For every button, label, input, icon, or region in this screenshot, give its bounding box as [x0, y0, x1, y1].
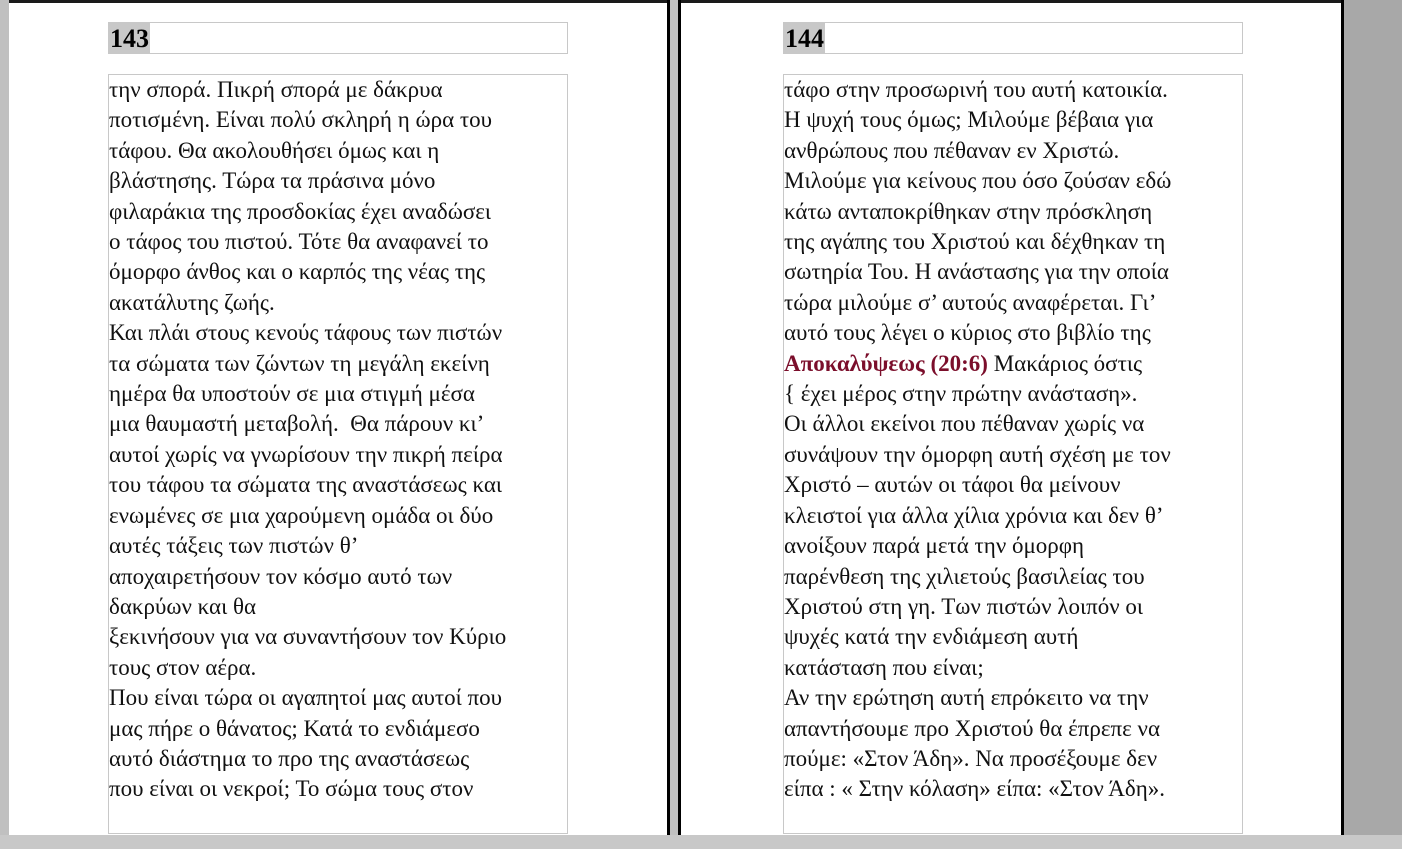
text-line [784, 349, 1242, 379]
text-line: αυτοί χωρίς να γνωρίσουν την πικρή πείρα [109, 441, 503, 467]
text-line: ακατάλυτης ζωής. [109, 289, 275, 315]
text-line: αυτές τάξεις των πιστών θ’ [109, 533, 359, 559]
text-line: αποχαιρετήσουν τον κόσμο αυτό των [109, 563, 453, 589]
text-line: τάφου. Θα ακολουθήσει όμως και η [109, 137, 440, 163]
text-line: είπα : « Στην κόλαση» είπα: «Στον Άδη». [784, 776, 1165, 802]
page-text-frame[interactable] [783, 74, 1243, 834]
text-line: πούμε: «Στον Άδη». Να προσέξουμε δεν [784, 745, 1158, 771]
text-line: ημέρα θα υποστούν σε μια στιγμή μέσα [109, 381, 475, 407]
text-line: μια θαυμαστή μεταβολή. Θα πάρουν κι’ [109, 411, 485, 437]
text-line: όμορφο άνθος και ο καρπός της νέας της [109, 259, 486, 285]
page-number-box [783, 22, 1243, 54]
text-line: ψυχές κατά την ενδιάμεση αυτή [784, 624, 1079, 650]
text-line: την σπορά. Πικρή σπορά με δάκρυα [109, 77, 443, 102]
text-line: βλάστησης. Τώρα τα πράσινα μόνο [109, 168, 436, 194]
text-line: ανθρώπους που πέθαναν εν Χριστώ. [784, 137, 1120, 163]
page-number: 144 [785, 24, 824, 53]
text-line: ανοίξουν παρά μετά την όμορφη [784, 533, 1085, 559]
page-number: 143 [110, 24, 149, 53]
reference-tail: Μακάριος όστις [987, 350, 1143, 376]
left-gutter [0, 0, 9, 835]
text-line: παρένθεση της χιλιετούς βασιλείας του [784, 563, 1145, 589]
text-line: τους στον αέρα. [109, 654, 257, 680]
text-line: ποτισμένη. Είναι πολύ σκληρή η ώρα του [109, 107, 493, 133]
text-line: μας πήρε ο θάνατος; Κατά το ενδιάμεσο [109, 715, 480, 741]
text-line: που είναι οι νεκροί; Το σώμα τους στον [109, 776, 474, 802]
text-line: τάφο στην προσωρινή του αυτή κατοικία. [784, 77, 1168, 102]
text-line: Χριστού στη γη. Των πιστών λοιπόν οι [784, 593, 1144, 619]
text-line: συνάψουν την όμορφη αυτή σχέση με τον [784, 441, 1171, 467]
page-143 [9, 3, 667, 835]
bible-reference: Αποκαλύψεως (20:6) [784, 350, 988, 376]
text-line: τα σώματα των ζώντων τη μεγάλη εκείνη [109, 350, 490, 376]
page-text-frame[interactable] [108, 74, 568, 834]
text-line: Οι άλλοι εκείνοι που πέθαναν χωρίς να [784, 411, 1145, 437]
text-line: φιλαράκια της προσδοκίας έχει αναδώσει [109, 198, 492, 224]
text-line: Η ψυχή τους όμως; Μιλούμε βέβαια για [784, 107, 1154, 133]
text-line: Χριστό – αυτών οι τάφοι θα μείνουν [784, 472, 1121, 498]
text-line: απαντήσουμε προ Χριστού θα έπρεπε να [784, 715, 1160, 741]
page-divider [667, 0, 681, 835]
text-line: ενωμένες σε μια χαρούμενη ομάδα οι δύο [109, 502, 494, 528]
bottom-scrollbar-track[interactable] [0, 835, 1402, 849]
text-line: Μιλούμε για κείνους που όσο ζούσαν εδώ [784, 168, 1172, 194]
text-line: Που είναι τώρα οι αγαπητοί μας αυτοί που [109, 685, 503, 711]
text-line: σωτηρία Του. Η ανάστασης για την οποία [784, 259, 1169, 285]
text-line: Και πλάι στους κενούς τάφους των πιστών [109, 320, 503, 346]
right-gutter [1341, 0, 1402, 835]
text-line: ξεκινήσουν για να συναντήσουν τον Κύριο [109, 624, 507, 650]
text-line: τώρα μιλούμε σ’ αυτούς αναφέρεται. Γι’ [784, 289, 1157, 315]
text-line: ο τάφος του πιστού. Τότε θα αναφανεί το [109, 229, 489, 255]
text-line: { έχει μέρος στην πρώτην ανάσταση». [784, 381, 1138, 407]
text-line: κλειστοί για άλλα χίλια χρόνια και δεν θ’ [784, 502, 1164, 528]
page-number-box [108, 22, 568, 54]
text-line: της αγάπης του Χριστού και δέχθηκαν τη [784, 229, 1166, 255]
text-line: δακρύων και θα [109, 593, 257, 619]
text-line: αυτό διάστημα το προ της αναστάσεως [109, 745, 470, 771]
text-line: αυτό τους λέγει ο κύριος στο βιβλίο της [784, 320, 1151, 346]
page-144 [681, 3, 1341, 835]
text-line: κάτω ανταποκρίθηκαν στην πρόσκληση [784, 198, 1153, 224]
text-line: κατάσταση που είναι; [784, 654, 984, 680]
text-line: του τάφου τα σώματα της αναστάσεως και [109, 472, 503, 498]
text-line: Αν την ερώτηση αυτή επρόκειτο να την [784, 685, 1149, 711]
